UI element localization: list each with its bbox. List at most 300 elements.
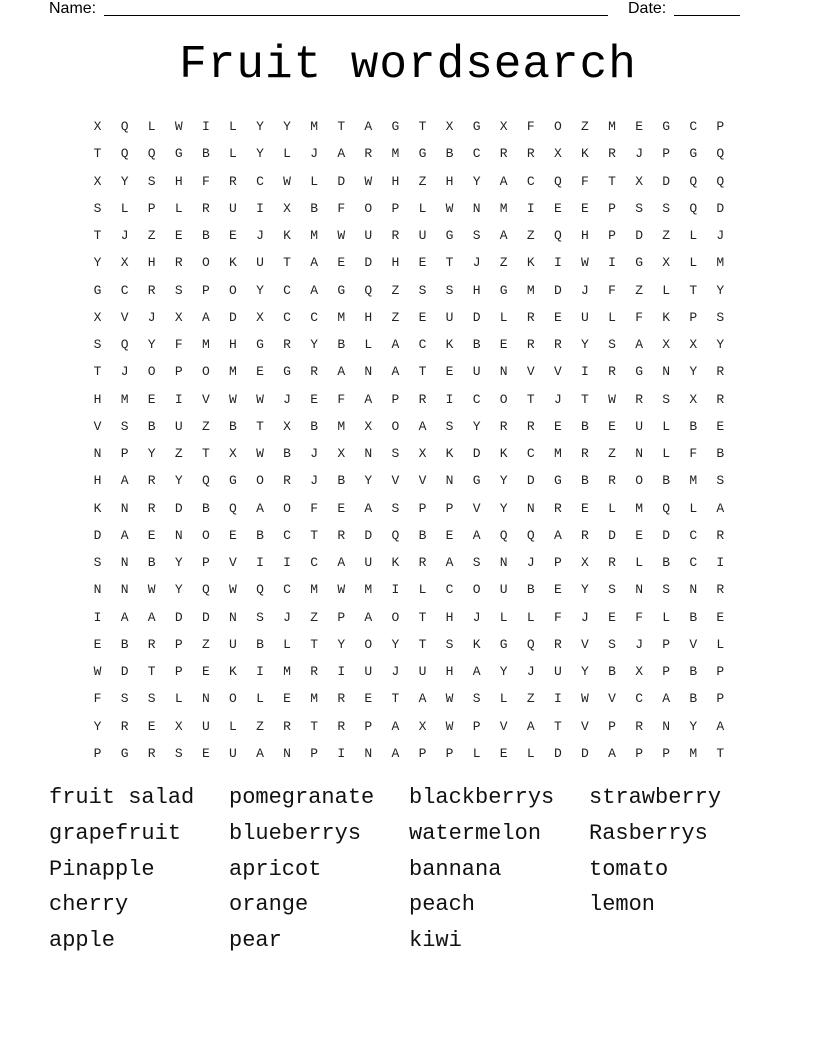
grid-letter: S xyxy=(716,309,725,325)
grid-letter: J xyxy=(553,391,562,407)
grid-letter: M xyxy=(553,446,562,461)
grid-letter: Z xyxy=(391,309,400,325)
grid-letter: E xyxy=(229,527,237,543)
grid-letter: E xyxy=(201,664,210,679)
grid-letter: W xyxy=(337,582,346,598)
grid-letter: L xyxy=(689,255,698,271)
grid-letter: R xyxy=(635,391,643,407)
grid-letter: U xyxy=(553,664,562,679)
grid-letter: Y xyxy=(689,364,698,380)
grid-letter: G xyxy=(445,228,454,243)
grid-letter: T xyxy=(418,119,427,134)
grid-letter: V xyxy=(229,555,237,570)
grid-letter: D xyxy=(120,664,129,679)
grid-letter: R xyxy=(608,473,616,489)
grid-letter: X xyxy=(229,446,237,461)
grid-letter: M xyxy=(716,255,725,271)
grid-letter: B xyxy=(662,473,671,489)
grid-letter: J xyxy=(635,636,643,652)
grid-letter: Z xyxy=(526,228,535,243)
name-label: Name: xyxy=(49,0,97,17)
grid-letter: Q xyxy=(391,527,400,543)
grid-letter: A xyxy=(147,609,156,625)
grid-letter: W xyxy=(256,446,264,461)
grid-letter: C xyxy=(418,337,427,352)
grid-letter: D xyxy=(472,446,481,461)
grid-row xyxy=(84,576,734,603)
grid-letter: V xyxy=(553,364,562,380)
grid-letter: Q xyxy=(201,473,210,489)
grid-letter: C xyxy=(283,582,291,598)
word-list-item: grapefruit xyxy=(49,820,182,846)
grid-letter: S xyxy=(662,391,671,407)
grid-letter: V xyxy=(93,418,102,434)
grid-letter: L xyxy=(662,609,671,625)
grid-letter: C xyxy=(472,391,481,407)
grid-letter: Q xyxy=(662,500,671,516)
grid-letter: T xyxy=(337,119,346,134)
grid-letter: Y xyxy=(499,473,508,489)
grid-letter: B xyxy=(689,664,698,679)
grid-letter: F xyxy=(553,609,562,625)
grid-letter: I xyxy=(716,555,725,570)
grid-letter: O xyxy=(147,364,156,380)
grid-letter: X xyxy=(93,119,102,134)
grid-letter: E xyxy=(635,119,643,134)
grid-row xyxy=(84,249,734,276)
grid-letter: A xyxy=(364,391,373,407)
grid-letter: Z xyxy=(391,282,400,298)
grid-letter: L xyxy=(526,745,535,761)
grid-letter: R xyxy=(716,391,725,407)
grid-letter: Z xyxy=(608,446,616,461)
grid-letter: J xyxy=(472,609,481,625)
grid-letter: B xyxy=(256,527,264,543)
grid-row xyxy=(84,195,734,222)
grid-letter: R xyxy=(147,745,156,761)
grid-letter: R xyxy=(553,337,562,352)
grid-letter: R xyxy=(283,337,291,352)
grid-letter: W xyxy=(283,173,291,189)
grid-letter: S xyxy=(93,555,102,570)
grid-letter: Y xyxy=(499,664,508,679)
grid-letter: R xyxy=(553,500,562,516)
grid-letter: D xyxy=(174,609,183,625)
grid-letter: I xyxy=(93,609,102,625)
grid-letter: E xyxy=(364,691,373,707)
grid-letter: T xyxy=(310,718,319,734)
grid-row xyxy=(84,277,734,304)
grid-row xyxy=(84,358,734,385)
worksheet-header xyxy=(0,0,816,20)
grid-letter: H xyxy=(147,255,156,271)
grid-letter: O xyxy=(391,609,400,625)
grid-row xyxy=(84,113,734,140)
grid-letter: V xyxy=(526,364,535,380)
grid-letter: B xyxy=(201,146,210,162)
grid-letter: J xyxy=(120,364,129,380)
grid-letter: C xyxy=(689,555,698,570)
grid-letter: A xyxy=(391,364,400,380)
grid-letter: R xyxy=(147,282,156,298)
grid-letter: O xyxy=(201,255,210,271)
grid-letter: U xyxy=(418,228,427,243)
grid-letter: M xyxy=(635,500,643,516)
grid-letter: V xyxy=(581,718,589,734)
grid-letter: D xyxy=(174,500,183,516)
grid-letter: M xyxy=(283,664,291,679)
grid-letter: B xyxy=(310,418,319,434)
grid-letter: M xyxy=(229,364,237,380)
grid-letter: U xyxy=(201,718,210,734)
grid-letter: W xyxy=(229,391,237,407)
grid-letter: U xyxy=(445,309,454,325)
grid-letter: T xyxy=(201,446,210,461)
date-label: Date: xyxy=(628,0,667,17)
grid-letter: L xyxy=(310,173,319,189)
word-list-item: cherry xyxy=(49,892,129,918)
grid-letter: B xyxy=(689,609,698,625)
grid-letter: E xyxy=(581,500,589,516)
grid-letter: L xyxy=(174,691,183,707)
grid-letter: M xyxy=(310,119,319,134)
grid-letter: W xyxy=(337,228,346,243)
grid-letter: J xyxy=(256,228,264,243)
grid-letter: R xyxy=(716,582,725,598)
grid-letter: N xyxy=(499,555,508,570)
grid-letter: Y xyxy=(174,555,183,570)
grid-letter: I xyxy=(445,391,454,407)
grid-letter: P xyxy=(716,119,725,134)
grid-letter: W xyxy=(256,391,264,407)
grid-letter: T xyxy=(418,364,427,380)
grid-letter: T xyxy=(445,255,454,271)
word-list-item: pomegranate xyxy=(229,785,375,810)
grid-letter: O xyxy=(229,282,237,298)
grid-letter: X xyxy=(635,173,643,189)
grid-letter: P xyxy=(608,718,616,734)
grid-letter: P xyxy=(147,200,156,216)
grid-letter: D xyxy=(553,745,562,761)
grid-letter: Z xyxy=(499,255,508,271)
grid-letter: Q xyxy=(553,228,562,243)
word-list-item: Rasberrys xyxy=(589,820,708,846)
grid-letter: Q xyxy=(689,200,698,216)
grid-row xyxy=(84,222,734,249)
grid-letter: Y xyxy=(364,473,373,489)
grid-letter: A xyxy=(364,609,373,625)
grid-letter: G xyxy=(635,255,643,271)
grid-letter: X xyxy=(418,718,427,734)
grid-letter: R xyxy=(174,255,183,271)
grid-letter: J xyxy=(283,609,291,625)
grid-letter: Y xyxy=(256,282,264,298)
grid-letter: D xyxy=(201,609,210,625)
grid-letter: T xyxy=(526,391,535,407)
grid-letter: A xyxy=(337,364,346,380)
grid-letter: B xyxy=(283,446,291,461)
grid-letter: L xyxy=(689,228,698,243)
grid-letter: Z xyxy=(662,228,671,243)
grid-row xyxy=(84,522,734,549)
grid-letter: N xyxy=(283,745,291,761)
grid-letter: R xyxy=(635,718,643,734)
grid-letter: Z xyxy=(174,446,183,461)
grid-letter: S xyxy=(120,418,129,434)
grid-letter: E xyxy=(174,228,183,243)
grid-letter: X xyxy=(93,173,102,189)
grid-letter: Y xyxy=(472,418,481,434)
grid-letter: E xyxy=(716,609,725,625)
grid-row xyxy=(84,331,734,358)
grid-letter: Q xyxy=(120,119,129,134)
grid-letter: E xyxy=(147,527,156,543)
grid-letter: N xyxy=(526,500,535,516)
grid-letter: Z xyxy=(201,636,210,652)
grid-letter: P xyxy=(201,282,210,298)
grid-letter: N xyxy=(120,555,129,570)
grid-letter: A xyxy=(472,664,481,679)
grid-letter: X xyxy=(662,255,671,271)
grid-letter: B xyxy=(201,228,210,243)
grid-letter: E xyxy=(201,745,210,761)
grid-letter: V xyxy=(608,691,616,707)
grid-letter: R xyxy=(608,364,616,380)
grid-letter: S xyxy=(662,200,671,216)
grid-letter: Y xyxy=(689,718,698,734)
grid-letter: A xyxy=(391,718,400,734)
grid-letter: K xyxy=(581,146,589,162)
grid-letter: N xyxy=(364,364,373,380)
grid-letter: D xyxy=(364,255,373,271)
grid-letter: A xyxy=(310,282,319,298)
grid-letter: P xyxy=(174,664,183,679)
grid-letter: I xyxy=(553,691,562,707)
word-list-item: apricot xyxy=(229,856,322,882)
grid-letter: R xyxy=(418,555,427,570)
grid-letter: J xyxy=(472,255,481,271)
grid-letter: J xyxy=(716,228,725,243)
grid-letter: A xyxy=(445,555,454,570)
grid-letter: S xyxy=(93,337,102,352)
grid-letter: G xyxy=(391,119,400,134)
grid-letter: F xyxy=(201,173,210,189)
grid-letter: P xyxy=(662,664,671,679)
grid-letter: G xyxy=(499,282,508,298)
grid-letter: A xyxy=(499,173,508,189)
grid-letter: I xyxy=(526,200,535,216)
grid-letter: H xyxy=(445,609,454,625)
grid-letter: L xyxy=(418,200,427,216)
grid-letter: L xyxy=(608,500,616,516)
grid-letter: K xyxy=(445,446,454,461)
grid-letter: Q xyxy=(364,282,373,298)
grid-letter: D xyxy=(716,200,725,216)
grid-letter: X xyxy=(689,391,698,407)
page-title: Fruit wordsearch xyxy=(179,39,637,91)
grid-letter: N xyxy=(120,582,129,598)
grid-letter: K xyxy=(499,446,508,461)
grid-letter: Q xyxy=(120,146,129,162)
grid-letter: E xyxy=(445,527,454,543)
grid-letter: P xyxy=(716,664,725,679)
grid-letter: D xyxy=(635,228,643,243)
grid-letter: Q xyxy=(716,146,725,162)
word-list-item: tomato xyxy=(589,856,669,882)
grid-letter: E xyxy=(581,200,589,216)
grid-letter: C xyxy=(689,527,698,543)
grid-letter: Y xyxy=(499,500,508,516)
grid-letter: A xyxy=(635,337,643,352)
grid-letter: H xyxy=(445,664,454,679)
grid-letter: W xyxy=(445,718,454,734)
grid-letter: S xyxy=(472,555,481,570)
grid-letter: N xyxy=(93,446,102,461)
date-blank-line xyxy=(674,15,740,16)
grid-letter: L xyxy=(689,500,698,516)
grid-letter: P xyxy=(174,364,183,380)
grid-letter: H xyxy=(229,337,237,352)
grid-letter: F xyxy=(689,446,698,461)
grid-letter: C xyxy=(472,146,481,162)
grid-letter: R xyxy=(608,146,616,162)
grid-letter: N xyxy=(120,500,129,516)
grid-letter: U xyxy=(472,364,481,380)
grid-letter: S xyxy=(445,418,454,434)
grid-letter: L xyxy=(526,609,535,625)
grid-letter: H xyxy=(391,255,400,271)
grid-letter: E xyxy=(229,228,237,243)
grid-letter: P xyxy=(662,636,671,652)
grid-row xyxy=(84,304,734,331)
grid-row xyxy=(84,685,734,712)
word-list-item: fruit salad xyxy=(49,785,195,810)
grid-letter: B xyxy=(445,146,454,162)
grid-row xyxy=(84,604,734,631)
grid-letter: Z xyxy=(147,228,156,243)
grid-letter: L xyxy=(608,309,616,325)
grid-letter: S xyxy=(662,582,671,598)
grid-letter: L xyxy=(229,718,237,734)
grid-letter: A xyxy=(310,255,319,271)
grid-letter: R xyxy=(310,364,319,380)
grid-row xyxy=(84,140,734,167)
grid-letter: X xyxy=(689,337,698,352)
grid-letter: Y xyxy=(256,146,264,162)
grid-letter: S xyxy=(120,691,129,707)
grid-letter: S xyxy=(608,337,616,352)
word-list-item: peach xyxy=(409,892,476,918)
grid-letter: S xyxy=(445,636,454,652)
grid-letter: B xyxy=(608,664,616,679)
grid-letter: E xyxy=(337,500,346,516)
grid-letter: E xyxy=(147,391,156,407)
grid-letter: L xyxy=(499,691,508,707)
grid-letter: A xyxy=(662,691,671,707)
grid-letter: S xyxy=(635,200,643,216)
grid-letter: L xyxy=(120,200,129,216)
grid-letter: H xyxy=(93,391,102,407)
grid-letter: D xyxy=(553,282,562,298)
grid-letter: J xyxy=(310,473,319,489)
grid-letter: R xyxy=(716,527,725,543)
grid-letter: Y xyxy=(120,173,129,189)
grid-letter: N xyxy=(635,582,643,598)
grid-row xyxy=(84,495,734,522)
grid-letter: C xyxy=(283,309,291,325)
grid-letter: Y xyxy=(93,718,102,734)
grid-letter: B xyxy=(337,473,346,489)
grid-letter: W xyxy=(581,255,589,271)
grid-letter: G xyxy=(120,745,129,761)
grid-letter: N xyxy=(201,691,210,707)
grid-letter: A xyxy=(526,718,535,734)
grid-letter: M xyxy=(364,582,373,598)
grid-letter: E xyxy=(553,200,562,216)
grid-row xyxy=(84,713,734,740)
grid-letter: R xyxy=(120,718,129,734)
grid-letter: Y xyxy=(391,636,400,652)
grid-letter: U xyxy=(364,664,373,679)
grid-letter: T xyxy=(418,609,427,625)
grid-letter: F xyxy=(93,691,102,707)
grid-letter: H xyxy=(174,173,183,189)
grid-letter: D xyxy=(472,309,481,325)
grid-letter: F xyxy=(581,173,589,189)
grid-letter: B xyxy=(310,200,319,216)
grid-letter: N xyxy=(445,473,454,489)
grid-letter: S xyxy=(174,282,183,298)
grid-letter: B xyxy=(418,527,427,543)
grid-letter: I xyxy=(608,255,616,271)
grid-letter: Y xyxy=(310,337,319,352)
grid-letter: X xyxy=(174,718,183,734)
grid-letter: D xyxy=(662,173,671,189)
grid-letter: E xyxy=(147,718,156,734)
grid-letter: R xyxy=(283,473,291,489)
grid-letter: G xyxy=(174,146,183,162)
grid-letter: N xyxy=(364,745,373,761)
grid-letter: B xyxy=(689,418,698,434)
grid-letter: E xyxy=(553,418,562,434)
grid-letter: P xyxy=(445,500,454,516)
grid-letter: X xyxy=(662,337,671,352)
word-list-item: Pinapple xyxy=(49,856,155,882)
grid-letter: X xyxy=(283,418,291,434)
grid-row xyxy=(84,658,734,685)
grid-letter: K xyxy=(391,555,400,570)
grid-letter: N xyxy=(499,364,508,380)
grid-letter: W xyxy=(445,200,454,216)
grid-letter: T xyxy=(310,636,319,652)
grid-letter: I xyxy=(337,664,346,679)
grid-letter: C xyxy=(635,691,643,707)
grid-letter: K xyxy=(229,664,237,679)
grid-letter: T xyxy=(93,228,102,243)
grid-letter: B xyxy=(716,446,725,461)
grid-letter: F xyxy=(526,119,535,134)
grid-letter: D xyxy=(93,527,102,543)
grid-letter: C xyxy=(526,446,535,461)
grid-letter: R xyxy=(391,228,400,243)
grid-letter: G xyxy=(472,473,481,489)
grid-letter: C xyxy=(310,555,319,570)
grid-letter: R xyxy=(147,636,156,652)
grid-letter: Q xyxy=(201,582,210,598)
grid-letter: Y xyxy=(174,582,183,598)
grid-letter: N xyxy=(364,446,373,461)
grid-letter: M xyxy=(337,418,346,434)
